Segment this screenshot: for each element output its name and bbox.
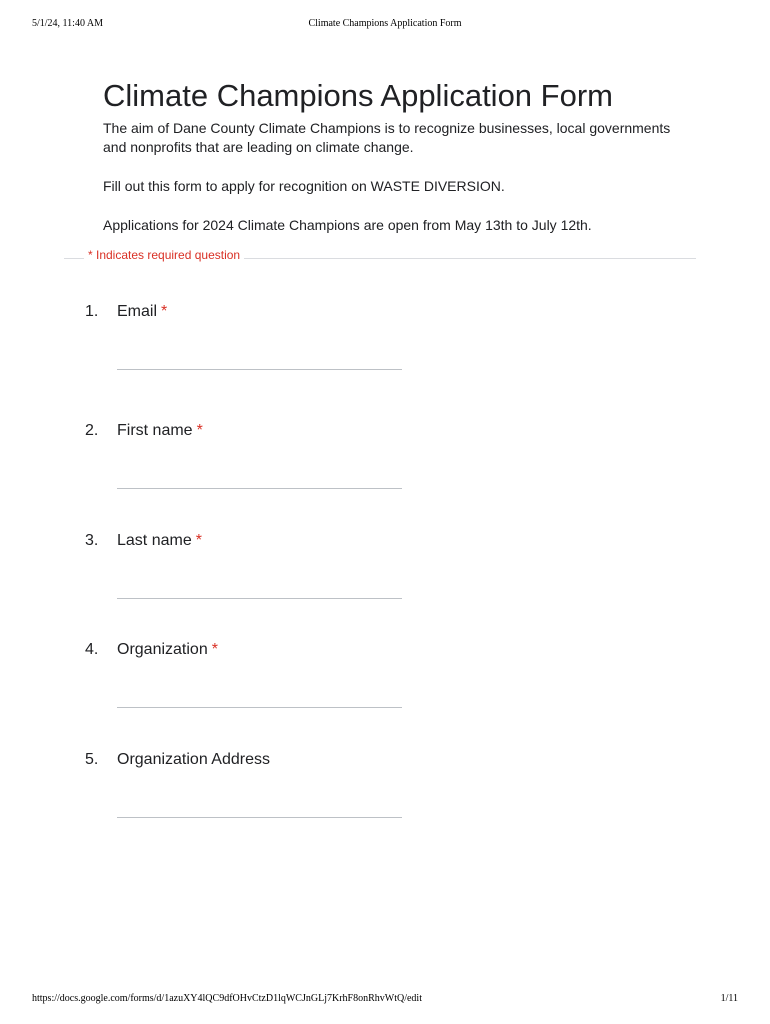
question-organization-address bbox=[0, 751, 770, 841]
required-note: * Indicates required question bbox=[84, 248, 244, 262]
required-asterisk: * bbox=[196, 422, 203, 439]
question-email bbox=[0, 303, 770, 393]
organization-input[interactable] bbox=[117, 687, 402, 708]
print-footer bbox=[32, 993, 738, 1007]
form-description-dates: Applications for 2024 Climate Champions are open from May 13th to July 12th. bbox=[103, 217, 592, 233]
question-first-name bbox=[0, 422, 770, 512]
page-number: 1/11 bbox=[720, 993, 738, 1004]
form-description-aim: The aim of Dane County Climate Champions is to recognize businesses, local governments and nonprofits that are leading on climate change. bbox=[103, 120, 671, 155]
form-description-instructions: Fill out this form to apply for recognition on WASTE DIVERSION. bbox=[103, 178, 505, 194]
question-label: Email * bbox=[117, 303, 168, 320]
last-name-input[interactable] bbox=[117, 578, 402, 599]
print-header bbox=[32, 18, 738, 32]
organization-address-input[interactable] bbox=[117, 797, 402, 818]
print-datetime: 5/1/24, 11:40 AM bbox=[32, 18, 104, 29]
print-doc-title: Climate Champions Application Form bbox=[308, 18, 462, 29]
question-number: 4. bbox=[85, 641, 99, 658]
required-asterisk: * bbox=[195, 532, 202, 549]
question-number: 5. bbox=[85, 751, 99, 768]
question-organization bbox=[0, 641, 770, 731]
question-label: Last name * bbox=[117, 532, 202, 549]
required-asterisk: * bbox=[211, 641, 218, 658]
first-name-input[interactable] bbox=[117, 468, 402, 489]
question-number: 1. bbox=[85, 303, 99, 320]
question-label: Organization Address bbox=[117, 751, 270, 768]
question-label: First name * bbox=[117, 422, 203, 439]
question-label: Organization * bbox=[117, 641, 218, 658]
print-url: https://docs.google.com/forms/d/1azuXY4lQC9dfOHvCtzD1lqWCJnGLj7KrhF8onRhvWtQ/edit bbox=[32, 993, 422, 1004]
required-asterisk: * bbox=[161, 303, 168, 320]
question-last-name bbox=[0, 532, 770, 622]
form-title: Climate Champions Application Form bbox=[103, 78, 613, 113]
email-input[interactable] bbox=[117, 349, 402, 370]
question-number: 3. bbox=[85, 532, 99, 549]
question-number: 2. bbox=[85, 422, 99, 439]
